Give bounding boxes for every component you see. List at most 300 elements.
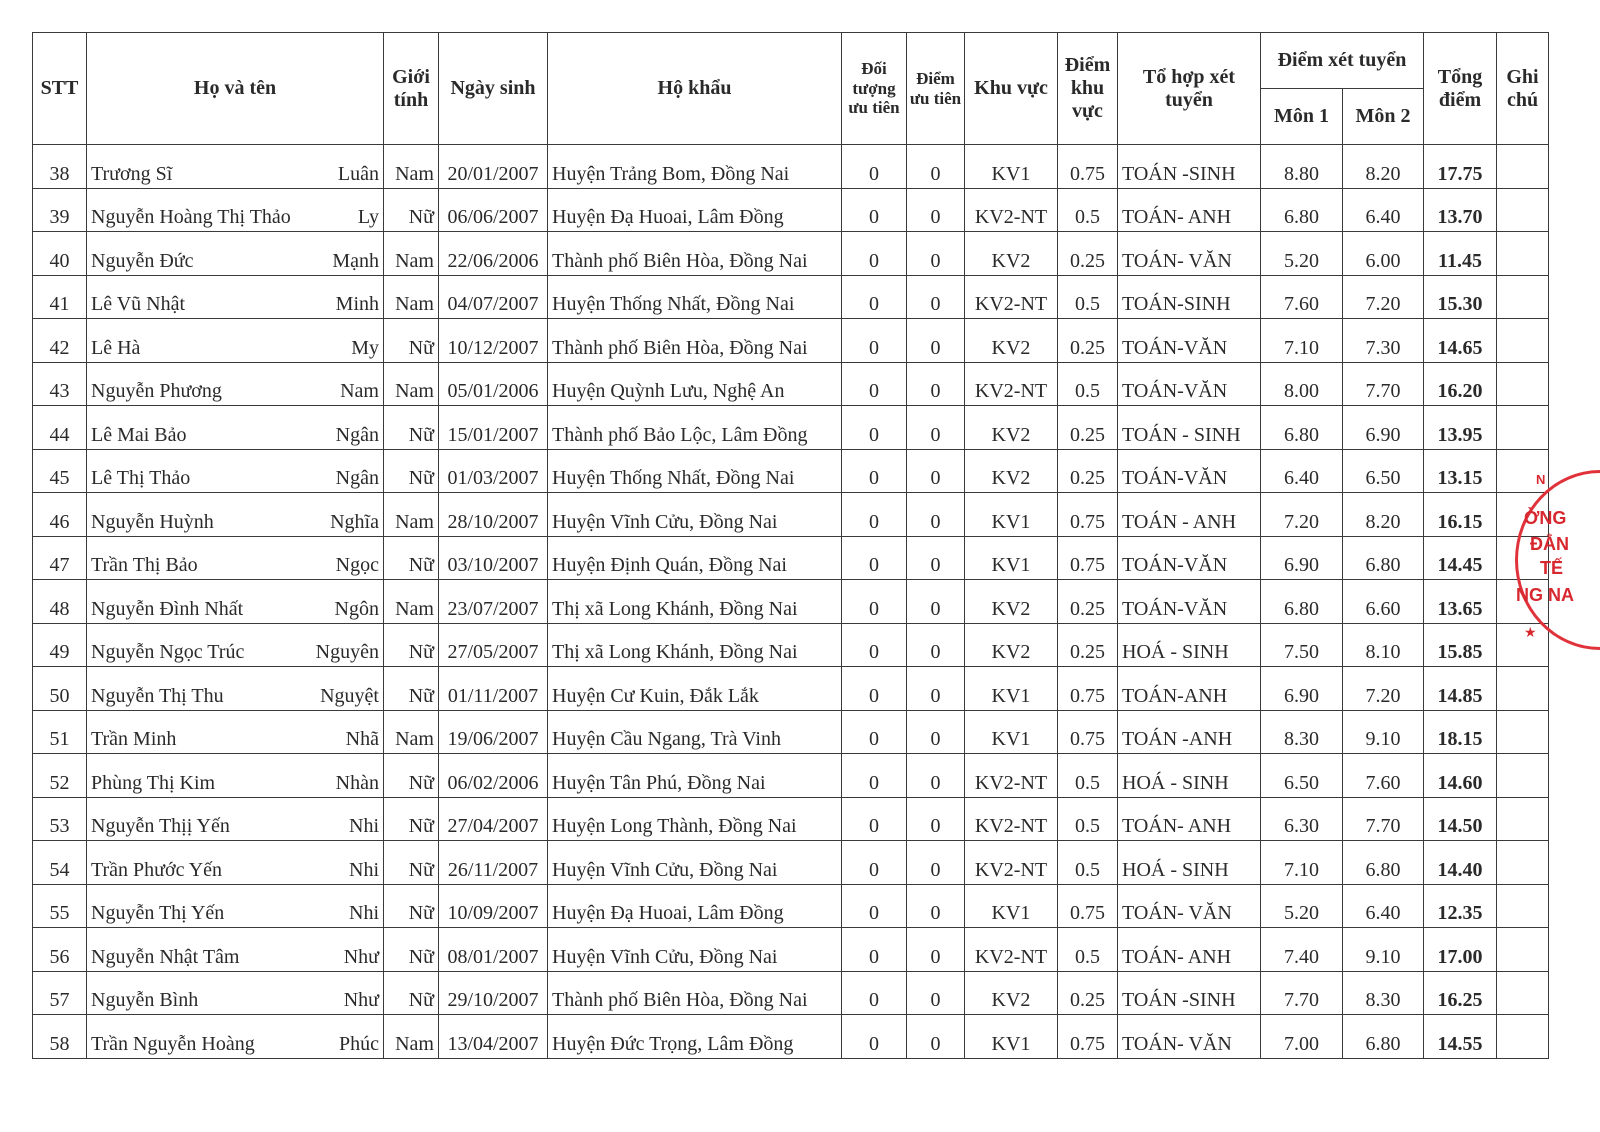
- cell-region-score: 0.5: [1058, 841, 1118, 885]
- cell-gender: Nam: [384, 362, 439, 406]
- cell-priority-score: 0: [907, 275, 965, 319]
- table-row: [33, 841, 1549, 885]
- cell-region-score: 0.75: [1058, 710, 1118, 754]
- cell-gender: Nam: [384, 493, 439, 537]
- cell-subject-2: 6.40: [1343, 884, 1424, 928]
- cell-region: KV2-NT: [965, 754, 1058, 798]
- cell-birth-date: 27/05/2007: [439, 623, 548, 667]
- cell-note: [1497, 232, 1549, 276]
- last-middle-name: Nguyễn Thị Yến: [91, 902, 225, 924]
- cell-total-score: 16.15: [1424, 493, 1497, 537]
- cell-full-name: [87, 971, 384, 1015]
- cell-region-score: 0.5: [1058, 275, 1118, 319]
- last-middle-name: Nguyễn Thị Thu: [91, 684, 224, 707]
- last-middle-name: Trần Minh: [91, 728, 177, 750]
- cell-gender: Nữ: [384, 406, 439, 450]
- cell-region-score: 0.25: [1058, 623, 1118, 667]
- cell-subject-2: 7.20: [1343, 667, 1424, 711]
- cell-region-score: 0.75: [1058, 884, 1118, 928]
- table-row: [33, 928, 1549, 972]
- cell-birth-date: 26/11/2007: [439, 841, 548, 885]
- last-middle-name: Lê Vũ Nhật: [91, 293, 186, 315]
- cell-note: [1497, 145, 1549, 189]
- cell-total-score: 16.25: [1424, 971, 1497, 1015]
- cell-priority-score: 0: [907, 797, 965, 841]
- first-name: Ly: [357, 206, 379, 228]
- cell-subject-1: 8.80: [1261, 145, 1343, 189]
- first-name: Nhàn: [335, 771, 379, 794]
- cell-household: Thị xã Long Khánh, Đồng Nai: [548, 580, 842, 624]
- seal-star-icon: ★: [1524, 626, 1537, 641]
- table-row: [33, 145, 1549, 189]
- cell-full-name: [87, 406, 384, 450]
- first-name: Nhã: [345, 728, 379, 750]
- cell-stt: 42: [33, 319, 87, 363]
- cell-note: [1497, 623, 1549, 667]
- cell-birth-date: 05/01/2006: [439, 362, 548, 406]
- cell-birth-date: 10/12/2007: [439, 319, 548, 363]
- cell-full-name: [87, 797, 384, 841]
- admission-table: [32, 32, 1549, 1059]
- cell-subject-combo: TOÁN- ANH: [1118, 797, 1261, 841]
- cell-subject-combo: TOÁN- VĂN: [1118, 1015, 1261, 1059]
- cell-priority-group: 0: [842, 667, 907, 711]
- cell-priority-score: 0: [907, 493, 965, 537]
- cell-region-score: 0.25: [1058, 232, 1118, 276]
- cell-full-name: [87, 449, 384, 493]
- cell-full-name: [87, 710, 384, 754]
- first-name: Như: [343, 989, 379, 1011]
- table-row: [33, 536, 1549, 580]
- cell-total-score: 15.85: [1424, 623, 1497, 667]
- cell-stt: 39: [33, 188, 87, 232]
- cell-subject-1: 5.20: [1261, 884, 1343, 928]
- cell-total-score: 17.00: [1424, 928, 1497, 972]
- cell-stt: 54: [33, 841, 87, 885]
- cell-priority-score: 0: [907, 841, 965, 885]
- last-middle-name: Nguyễn Phương: [91, 380, 222, 402]
- cell-priority-group: 0: [842, 754, 907, 798]
- cell-subject-2: 7.30: [1343, 319, 1424, 363]
- cell-full-name: [87, 667, 384, 711]
- last-middle-name: Nguyễn Bình: [91, 989, 199, 1011]
- cell-region-score: 0.5: [1058, 188, 1118, 232]
- cell-subject-2: 6.00: [1343, 232, 1424, 276]
- cell-birth-date: 03/10/2007: [439, 536, 548, 580]
- cell-subject-1: 7.70: [1261, 971, 1343, 1015]
- cell-subject-2: 9.10: [1343, 928, 1424, 972]
- cell-total-score: 13.95: [1424, 406, 1497, 450]
- cell-subject-combo: HOÁ - SINH: [1118, 754, 1261, 798]
- cell-region-score: 0.25: [1058, 449, 1118, 493]
- cell-full-name: [87, 362, 384, 406]
- cell-note: [1497, 362, 1549, 406]
- cell-birth-date: 27/04/2007: [439, 797, 548, 841]
- cell-subject-combo: TOÁN - SINH: [1118, 406, 1261, 450]
- cell-priority-group: 0: [842, 362, 907, 406]
- table-row: [33, 754, 1549, 798]
- cell-note: [1497, 319, 1549, 363]
- last-middle-name: Phùng Thị Kim: [91, 771, 216, 794]
- table-row: [33, 319, 1549, 363]
- header-note: Ghi chú: [1497, 33, 1549, 145]
- first-name: Nghĩa: [330, 510, 379, 533]
- cell-total-score: 11.45: [1424, 232, 1497, 276]
- cell-subject-combo: TOÁN- ANH: [1118, 928, 1261, 972]
- cell-region-score: 0.75: [1058, 1015, 1118, 1059]
- cell-subject-combo: TOÁN- ANH: [1118, 188, 1261, 232]
- cell-region-score: 0.5: [1058, 754, 1118, 798]
- first-name: Minh: [335, 293, 379, 315]
- cell-stt: 53: [33, 797, 87, 841]
- cell-total-score: 12.35: [1424, 884, 1497, 928]
- header-stt: STT: [33, 33, 87, 145]
- first-name: Như: [343, 945, 379, 968]
- cell-region-score: 0.5: [1058, 797, 1118, 841]
- cell-subject-1: 6.30: [1261, 797, 1343, 841]
- cell-priority-score: 0: [907, 1015, 965, 1059]
- cell-subject-combo: TOÁN-VĂN: [1118, 449, 1261, 493]
- cell-full-name: [87, 275, 384, 319]
- cell-subject-2: 6.60: [1343, 580, 1424, 624]
- cell-region-score: 0.5: [1058, 928, 1118, 972]
- cell-region: KV1: [965, 493, 1058, 537]
- cell-total-score: 14.45: [1424, 536, 1497, 580]
- cell-subject-combo: TOÁN-VĂN: [1118, 362, 1261, 406]
- cell-subject-1: 6.90: [1261, 536, 1343, 580]
- last-middle-name: Nguyễn Thịị Yến: [91, 815, 230, 837]
- cell-stt: 45: [33, 449, 87, 493]
- cell-household: Huyện Long Thành, Đồng Nai: [548, 797, 842, 841]
- cell-priority-group: 0: [842, 406, 907, 450]
- cell-birth-date: 29/10/2007: [439, 971, 548, 1015]
- first-name: Nguyên: [315, 641, 379, 663]
- first-name: Ngân: [335, 467, 379, 489]
- cell-subject-2: 8.20: [1343, 145, 1424, 189]
- last-middle-name: Trần Nguyễn Hoàng: [91, 1032, 255, 1055]
- cell-total-score: 18.15: [1424, 710, 1497, 754]
- cell-region: KV2: [965, 406, 1058, 450]
- table-row: [33, 884, 1549, 928]
- cell-gender: Nam: [384, 580, 439, 624]
- cell-total-score: 14.40: [1424, 841, 1497, 885]
- cell-region: KV2: [965, 449, 1058, 493]
- cell-subject-2: 6.80: [1343, 1015, 1424, 1059]
- cell-full-name: [87, 536, 384, 580]
- cell-gender: Nữ: [384, 754, 439, 798]
- cell-household: Thành phố Biên Hòa, Đồng Nai: [548, 232, 842, 276]
- cell-stt: 56: [33, 928, 87, 972]
- first-name: Nam: [340, 380, 379, 402]
- cell-priority-score: 0: [907, 536, 965, 580]
- cell-stt: 52: [33, 754, 87, 798]
- cell-stt: 40: [33, 232, 87, 276]
- cell-total-score: 16.20: [1424, 362, 1497, 406]
- cell-priority-group: 0: [842, 710, 907, 754]
- cell-full-name: [87, 493, 384, 537]
- table-row: [33, 667, 1549, 711]
- cell-total-score: 14.55: [1424, 1015, 1497, 1059]
- cell-stt: 50: [33, 667, 87, 711]
- cell-priority-group: 0: [842, 188, 907, 232]
- cell-subject-combo: TOÁN -SINH: [1118, 145, 1261, 189]
- header-gender: Giới tính: [384, 33, 439, 145]
- cell-gender: Nam: [384, 232, 439, 276]
- cell-subject-2: 7.70: [1343, 797, 1424, 841]
- cell-region: KV1: [965, 884, 1058, 928]
- cell-priority-group: 0: [842, 623, 907, 667]
- header-birth-date: Ngày sinh: [439, 33, 548, 145]
- first-name: Ngôn: [334, 597, 379, 620]
- cell-birth-date: 19/06/2007: [439, 710, 548, 754]
- header-priority-score: Điểm ưu tiên: [907, 33, 965, 145]
- cell-region-score: 0.75: [1058, 493, 1118, 537]
- cell-priority-group: 0: [842, 536, 907, 580]
- cell-priority-score: 0: [907, 971, 965, 1015]
- cell-note: [1497, 841, 1549, 885]
- table-row: [33, 623, 1549, 667]
- cell-stt: 46: [33, 493, 87, 537]
- table-row: [33, 406, 1549, 450]
- table-row: [33, 449, 1549, 493]
- cell-household: Huyện Vĩnh Cửu, Đồng Nai: [548, 841, 842, 885]
- cell-household: Thành phố Bảo Lộc, Lâm Đồng: [548, 406, 842, 450]
- cell-priority-group: 0: [842, 797, 907, 841]
- cell-note: [1497, 797, 1549, 841]
- cell-region: KV1: [965, 536, 1058, 580]
- cell-stt: 41: [33, 275, 87, 319]
- cell-full-name: [87, 1015, 384, 1059]
- cell-note: [1497, 971, 1549, 1015]
- cell-household: Huyện Vĩnh Cửu, Đồng Nai: [548, 928, 842, 972]
- header-subject-2: Môn 2: [1343, 89, 1424, 145]
- cell-priority-score: 0: [907, 362, 965, 406]
- cell-household: Huyện Đạ Huoai, Lâm Đồng: [548, 884, 842, 928]
- cell-priority-score: 0: [907, 449, 965, 493]
- header-subject-1: Môn 1: [1261, 89, 1343, 145]
- cell-full-name: [87, 580, 384, 624]
- cell-subject-combo: TOÁN-VĂN: [1118, 319, 1261, 363]
- cell-priority-group: 0: [842, 580, 907, 624]
- cell-birth-date: 08/01/2007: [439, 928, 548, 972]
- last-middle-name: Trần Thị Bảo: [91, 554, 198, 576]
- cell-priority-score: 0: [907, 623, 965, 667]
- cell-subject-2: 6.90: [1343, 406, 1424, 450]
- seal-text-1: N: [1536, 472, 1546, 487]
- first-name: Mạnh: [332, 249, 379, 272]
- cell-priority-group: 0: [842, 449, 907, 493]
- cell-gender: Nữ: [384, 623, 439, 667]
- cell-household: Huyện Định Quán, Đồng Nai: [548, 536, 842, 580]
- cell-gender: Nữ: [384, 971, 439, 1015]
- seal-text-4: TẾ: [1540, 558, 1564, 578]
- cell-full-name: [87, 319, 384, 363]
- cell-priority-group: 0: [842, 145, 907, 189]
- cell-household: Huyện Thống Nhất, Đồng Nai: [548, 275, 842, 319]
- cell-birth-date: 20/01/2007: [439, 145, 548, 189]
- header-subject-combo: Tổ hợp xét tuyển: [1118, 33, 1261, 145]
- cell-subject-1: 6.80: [1261, 580, 1343, 624]
- cell-subject-2: 7.20: [1343, 275, 1424, 319]
- cell-note: [1497, 275, 1549, 319]
- cell-note: [1497, 1015, 1549, 1059]
- cell-subject-combo: TOÁN-VĂN: [1118, 580, 1261, 624]
- cell-priority-group: 0: [842, 1015, 907, 1059]
- cell-gender: Nữ: [384, 797, 439, 841]
- cell-region-score: 0.75: [1058, 145, 1118, 189]
- cell-household: Huyện Thống Nhất, Đồng Nai: [548, 449, 842, 493]
- cell-subject-2: 9.10: [1343, 710, 1424, 754]
- cell-priority-group: 0: [842, 971, 907, 1015]
- cell-priority-score: 0: [907, 232, 965, 276]
- cell-total-score: 15.30: [1424, 275, 1497, 319]
- cell-household: Huyện Trảng Bom, Đồng Nai: [548, 145, 842, 189]
- first-name: Luân: [337, 162, 379, 185]
- table-header: [33, 33, 1549, 145]
- cell-region: KV2-NT: [965, 797, 1058, 841]
- cell-subject-1: 7.60: [1261, 275, 1343, 319]
- cell-subject-2: 8.20: [1343, 493, 1424, 537]
- cell-subject-1: 6.80: [1261, 406, 1343, 450]
- cell-priority-score: 0: [907, 667, 965, 711]
- cell-region: KV2-NT: [965, 362, 1058, 406]
- cell-region: KV2-NT: [965, 275, 1058, 319]
- cell-household: Huyện Vĩnh Cửu, Đồng Nai: [548, 493, 842, 537]
- last-middle-name: Trần Phước Yến: [91, 858, 223, 881]
- header-total-score: Tổng điểm: [1424, 33, 1497, 145]
- cell-subject-combo: HOÁ - SINH: [1118, 623, 1261, 667]
- cell-subject-1: 8.00: [1261, 362, 1343, 406]
- cell-gender: Nữ: [384, 928, 439, 972]
- cell-note: [1497, 188, 1549, 232]
- cell-region: KV1: [965, 145, 1058, 189]
- cell-region: KV2-NT: [965, 188, 1058, 232]
- cell-stt: 44: [33, 406, 87, 450]
- last-middle-name: Nguyễn Đức: [91, 249, 194, 272]
- cell-stt: 38: [33, 145, 87, 189]
- cell-birth-date: 01/11/2007: [439, 667, 548, 711]
- cell-stt: 43: [33, 362, 87, 406]
- cell-total-score: 13.70: [1424, 188, 1497, 232]
- seal-text-3: ĐẲN: [1530, 534, 1569, 554]
- cell-full-name: [87, 188, 384, 232]
- cell-total-score: 14.50: [1424, 797, 1497, 841]
- cell-subject-1: 6.40: [1261, 449, 1343, 493]
- last-middle-name: Nguyễn Ngọc Trúc: [91, 641, 245, 663]
- last-middle-name: Nguyễn Huỳnh: [91, 510, 214, 533]
- cell-subject-2: 7.70: [1343, 362, 1424, 406]
- last-middle-name: Lê Mai Bảo: [91, 423, 187, 446]
- last-middle-name: Nguyễn Đình Nhất: [91, 597, 244, 620]
- cell-subject-1: 7.00: [1261, 1015, 1343, 1059]
- cell-household: Huyện Cầu Ngang, Trà Vinh: [548, 710, 842, 754]
- cell-subject-1: 7.50: [1261, 623, 1343, 667]
- cell-subject-2: 7.60: [1343, 754, 1424, 798]
- cell-priority-group: 0: [842, 275, 907, 319]
- cell-gender: Nữ: [384, 536, 439, 580]
- cell-subject-combo: TOÁN- VĂN: [1118, 232, 1261, 276]
- cell-subject-combo: TOÁN - ANH: [1118, 493, 1261, 537]
- cell-birth-date: 22/06/2006: [439, 232, 548, 276]
- cell-full-name: [87, 145, 384, 189]
- cell-subject-1: 7.10: [1261, 319, 1343, 363]
- cell-household: Huyện Đức Trọng, Lâm Đồng: [548, 1015, 842, 1059]
- cell-region: KV1: [965, 1015, 1058, 1059]
- header-priority-group: Đối tượng ưu tiên: [842, 33, 907, 145]
- cell-subject-2: 8.10: [1343, 623, 1424, 667]
- table-row: [33, 232, 1549, 276]
- cell-total-score: 14.65: [1424, 319, 1497, 363]
- header-full-name: Họ và tên: [87, 33, 384, 145]
- cell-gender: Nữ: [384, 884, 439, 928]
- cell-subject-combo: TOÁN- VĂN: [1118, 884, 1261, 928]
- cell-subject-1: 5.20: [1261, 232, 1343, 276]
- table-row: [33, 580, 1549, 624]
- seal-text-5: NG NA: [1516, 585, 1574, 605]
- cell-birth-date: 04/07/2007: [439, 275, 548, 319]
- cell-subject-combo: TOÁN -SINH: [1118, 971, 1261, 1015]
- cell-birth-date: 28/10/2007: [439, 493, 548, 537]
- last-middle-name: Trương Sĩ: [91, 162, 173, 185]
- seal-text-2: ỜNG: [1524, 508, 1567, 528]
- cell-subject-1: 6.50: [1261, 754, 1343, 798]
- table-body: [33, 145, 1549, 1059]
- header-admission-score: Điểm xét tuyển: [1261, 33, 1424, 89]
- cell-note: [1497, 667, 1549, 711]
- cell-household: Huyện Cư Kuin, Đắk Lắk: [548, 667, 842, 711]
- cell-region: KV2: [965, 580, 1058, 624]
- cell-household: Thị xã Long Khánh, Đồng Nai: [548, 623, 842, 667]
- cell-total-score: 14.85: [1424, 667, 1497, 711]
- last-middle-name: Nguyễn Hoàng Thị Thảo: [91, 206, 291, 228]
- admission-list-sheet: [32, 32, 1549, 1059]
- cell-region-score: 0.25: [1058, 971, 1118, 1015]
- cell-region-score: 0.5: [1058, 362, 1118, 406]
- cell-priority-score: 0: [907, 319, 965, 363]
- last-middle-name: Lê Hà: [91, 336, 141, 359]
- cell-priority-score: 0: [907, 145, 965, 189]
- cell-full-name: [87, 623, 384, 667]
- last-middle-name: Nguyễn Nhật Tâm: [91, 945, 240, 968]
- cell-gender: Nữ: [384, 188, 439, 232]
- cell-subject-2: 6.80: [1343, 841, 1424, 885]
- cell-birth-date: 06/06/2007: [439, 188, 548, 232]
- cell-priority-group: 0: [842, 928, 907, 972]
- first-name: My: [351, 336, 379, 359]
- cell-birth-date: 10/09/2007: [439, 884, 548, 928]
- cell-subject-1: 7.40: [1261, 928, 1343, 972]
- cell-subject-combo: TOÁN-ANH: [1118, 667, 1261, 711]
- cell-household: Thành phố Biên Hòa, Đồng Nai: [548, 319, 842, 363]
- cell-subject-1: 6.80: [1261, 188, 1343, 232]
- table-row: [33, 362, 1549, 406]
- cell-region-score: 0.75: [1058, 667, 1118, 711]
- cell-subject-combo: TOÁN-SINH: [1118, 275, 1261, 319]
- cell-birth-date: 01/03/2007: [439, 449, 548, 493]
- cell-birth-date: 15/01/2007: [439, 406, 548, 450]
- first-name: Nhi: [349, 815, 379, 837]
- cell-gender: Nam: [384, 710, 439, 754]
- cell-region-score: 0.25: [1058, 580, 1118, 624]
- cell-gender: Nam: [384, 275, 439, 319]
- cell-priority-group: 0: [842, 232, 907, 276]
- cell-stt: 49: [33, 623, 87, 667]
- cell-subject-1: 8.30: [1261, 710, 1343, 754]
- cell-region: KV2: [965, 971, 1058, 1015]
- first-name: Nhi: [349, 858, 379, 881]
- cell-region-score: 0.25: [1058, 406, 1118, 450]
- cell-subject-2: 6.80: [1343, 536, 1424, 580]
